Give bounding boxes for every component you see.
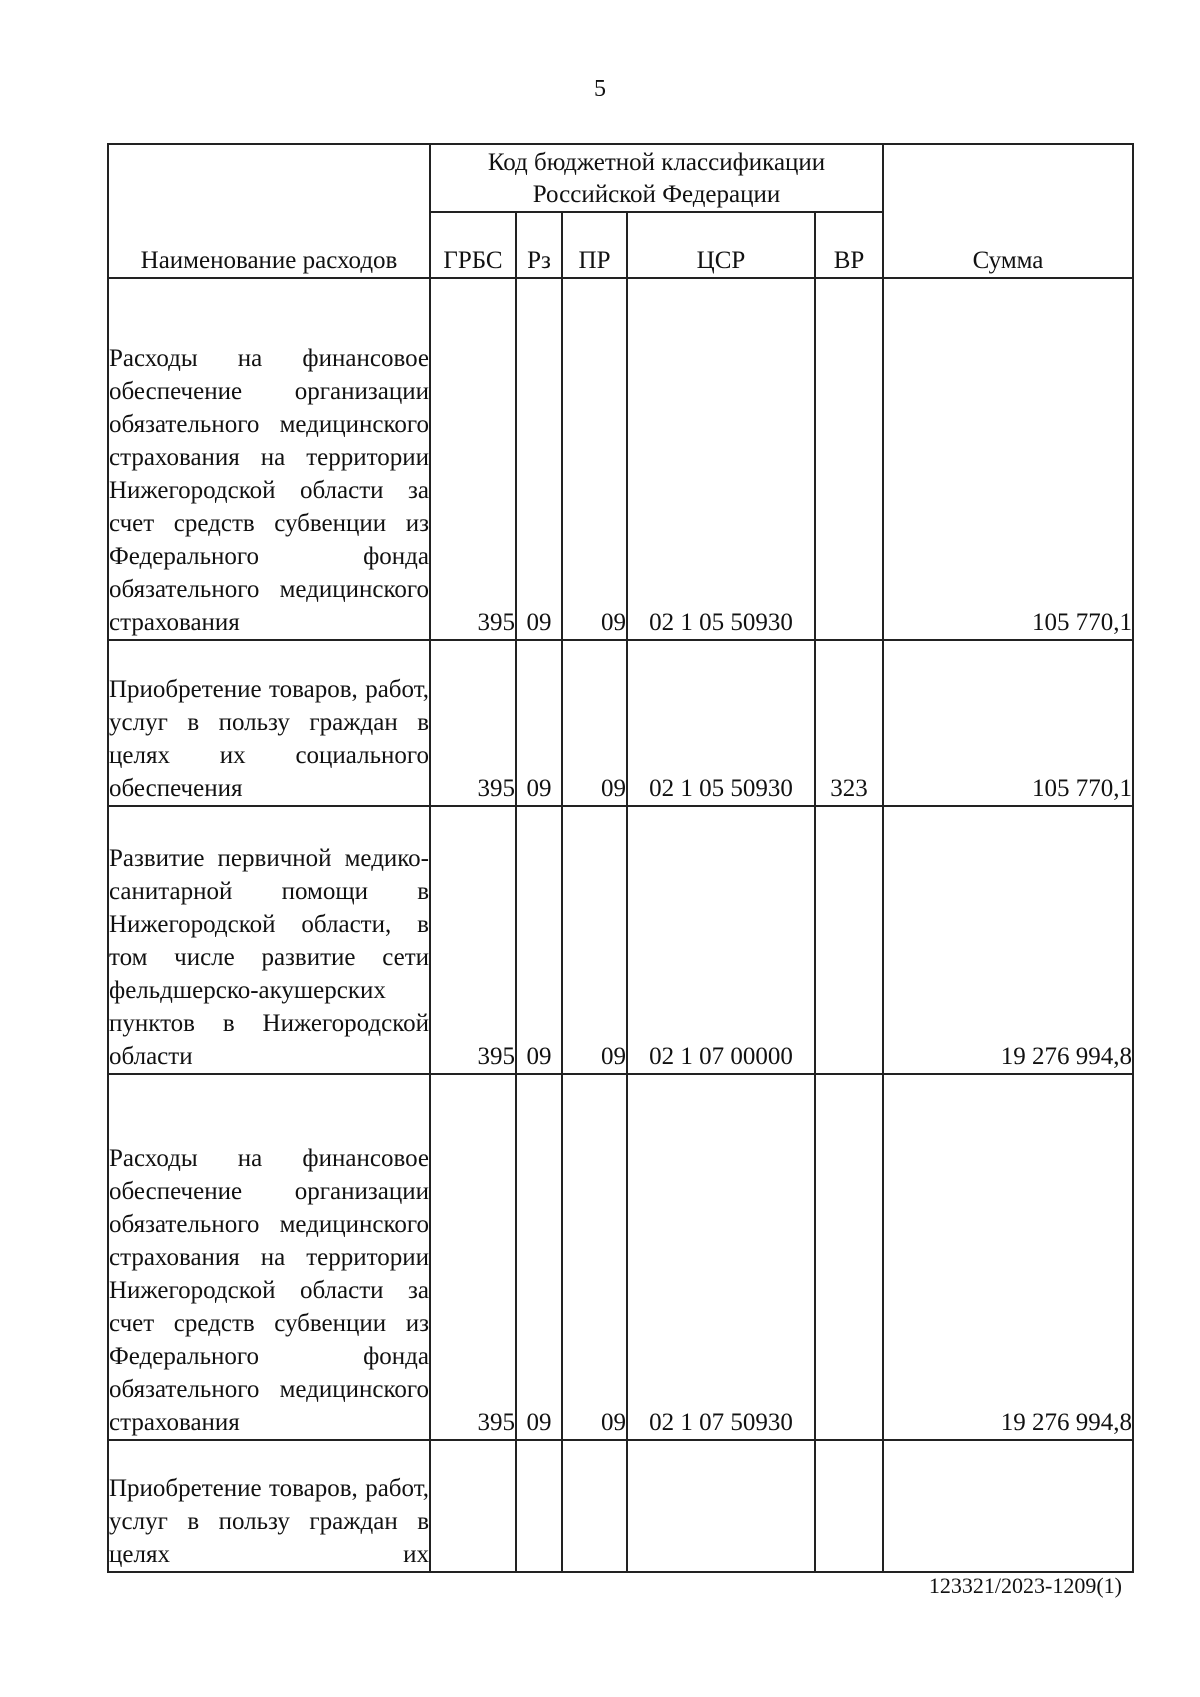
row-name: Расходы на финансовое обеспечение организации обязательного медицинского страхования на территории Нижегородской области за счет средств субвенции из Федерального фонда обязательного медицинского страхования bbox=[108, 278, 430, 640]
table-row bbox=[108, 640, 1133, 806]
header-csr: ЦСР bbox=[627, 212, 815, 278]
row-rz bbox=[516, 1440, 562, 1572]
header-sum: Сумма bbox=[883, 144, 1133, 278]
row-sum: 19 276 994,8 bbox=[883, 806, 1133, 1074]
row-pr: 09 bbox=[562, 1074, 627, 1440]
header-name: Наименование расходов bbox=[108, 144, 430, 278]
row-pr: 09 bbox=[562, 640, 627, 806]
row-vr bbox=[815, 806, 883, 1074]
row-name: Приобретение товаров, работ, услуг в пользу граждан в целях их bbox=[108, 1440, 430, 1572]
row-vr bbox=[815, 278, 883, 640]
table-row bbox=[108, 1074, 1133, 1440]
row-grbs: 395 bbox=[430, 640, 516, 806]
row-rz: 09 bbox=[516, 640, 562, 806]
row-rz: 09 bbox=[516, 278, 562, 640]
row-name: Развитие первичной медико-санитарной помощи в Нижегородской области, в том числе развитие сети фельдшерско-акушерских пунктов в Нижегородской области bbox=[108, 806, 430, 1074]
header-vr: ВР bbox=[815, 212, 883, 278]
budget-table bbox=[107, 143, 1134, 1573]
row-pr bbox=[562, 1440, 627, 1572]
row-vr: 323 bbox=[815, 640, 883, 806]
row-sum: 105 770,1 bbox=[883, 640, 1133, 806]
table-row bbox=[108, 1440, 1133, 1572]
row-csr: 02 1 07 50930 bbox=[627, 1074, 815, 1440]
row-vr bbox=[815, 1440, 883, 1572]
row-csr: 02 1 07 00000 bbox=[627, 806, 815, 1074]
row-sum: 105 770,1 bbox=[883, 278, 1133, 640]
header-pr: ПР bbox=[562, 212, 627, 278]
header-rz: Рз bbox=[516, 212, 562, 278]
row-csr: 02 1 05 50930 bbox=[627, 278, 815, 640]
row-rz: 09 bbox=[516, 806, 562, 1074]
row-rz: 09 bbox=[516, 1074, 562, 1440]
header-code-group: Код бюджетной классификации Российской Федерации bbox=[430, 144, 883, 212]
row-sum bbox=[883, 1440, 1133, 1572]
document-registration-number: 123321/2023-1209(1) bbox=[928, 1573, 1122, 1598]
row-grbs: 395 bbox=[430, 278, 516, 640]
row-pr: 09 bbox=[562, 806, 627, 1074]
row-csr bbox=[627, 1440, 815, 1572]
row-grbs bbox=[430, 1440, 516, 1572]
page-number: 5 bbox=[594, 76, 606, 102]
row-sum: 19 276 994,8 bbox=[883, 1074, 1133, 1440]
row-name: Расходы на финансовое обеспечение организации обязательного медицинского страхования на территории Нижегородской области за счет средств субвенции из Федерального фонда обязательного медицинского страхования bbox=[108, 1074, 430, 1440]
header-grbs: ГРБС bbox=[430, 212, 516, 278]
row-vr bbox=[815, 1074, 883, 1440]
table-row bbox=[108, 278, 1133, 640]
row-grbs: 395 bbox=[430, 1074, 516, 1440]
row-pr: 09 bbox=[562, 278, 627, 640]
row-grbs: 395 bbox=[430, 806, 516, 1074]
row-csr: 02 1 05 50930 bbox=[627, 640, 815, 806]
row-name: Приобретение товаров, работ, услуг в пользу граждан в целях их социального обеспечения bbox=[108, 640, 430, 806]
table-row bbox=[108, 806, 1133, 1074]
